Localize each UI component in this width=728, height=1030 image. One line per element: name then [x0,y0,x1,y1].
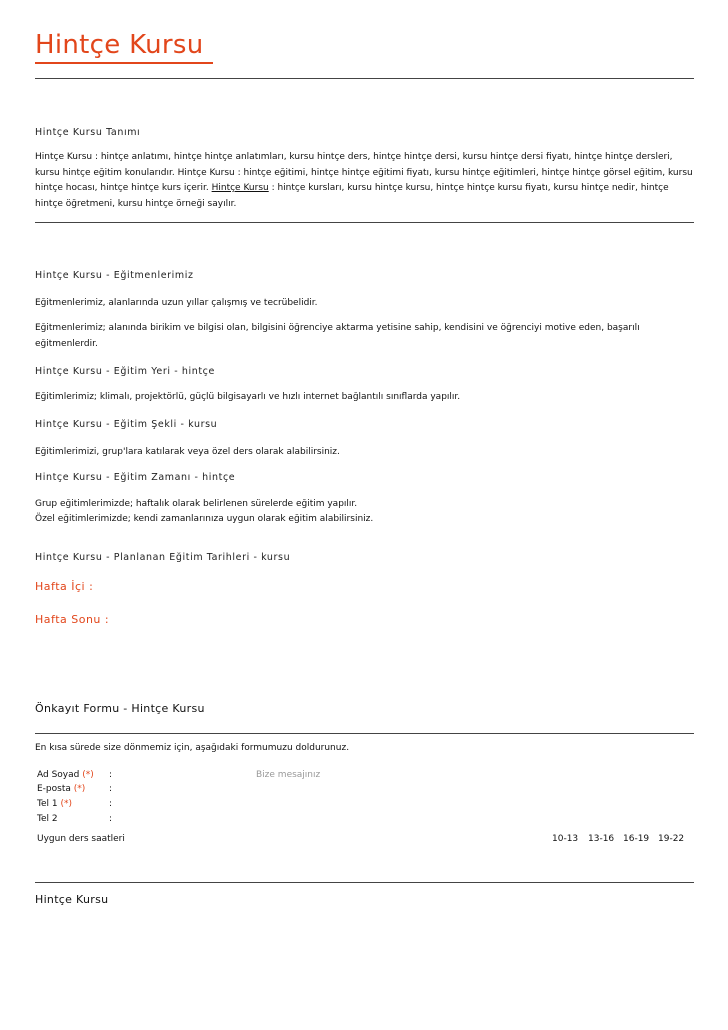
sekil-text: Eğitimlerimizi, grup'lara katılarak veya özel ders olarak alabilirsiniz. [35,447,340,457]
field-label: E-posta [37,784,71,794]
egitmen-heading: Hintçe Kursu - Eğitmenlerimiz [35,270,194,281]
egitmen-text-1: Eğitmenlerimiz, alanlarında uzun yıllar çalışmış ve tecrübelidir. [35,298,318,308]
tanim-paragraph [35,150,694,212]
tanim-text-1: Hintçe Kursu : hintçe anlatımı, hintçe hintçe anlatımları, kursu hintçe ders, hintçe hintçe dersi, kursu hintçe dersi fiyatı, hintçe hintçe dersleri, kursu hintçe eğitim konularıdır. Hintçe Kursu : hintçe eğitimi, hintçe hintçe eğitimi fiyatı, kursu hintçe eğitimleri, hintçe hintçe görsel eğitim, kursu hintçe hocası, hintçe hintçe kurs içerir. [35,152,693,193]
field-label: Tel 2 [37,814,58,824]
hour-option-10-13[interactable]: 10-13 [552,834,579,844]
form-intro: En kısa sürede size dönmemiz için, aşağıdaki formumuzu doldurunuz. [35,743,350,753]
divider [35,882,694,883]
field-label: Tel 1 [37,799,58,809]
hour-option-16-19[interactable]: 16-19 [623,834,650,844]
weekend-label: Hafta Sonu : [35,613,110,626]
sekil-heading: Hintçe Kursu - Eğitim Şekli - kursu [35,419,218,430]
field-colon: : [109,814,113,824]
hour-option-19-22[interactable]: 19-22 [658,834,685,844]
tanim-text-2: : hintçe kursları, kursu hintçe kursu, hintçe hintçe kursu fiyatı, kursu hintçe nedir, hintçe hintçe öğretmeni, kursu hintçe örneği sayılır. [35,183,669,209]
plan-heading: Hintçe Kursu - Planlanan Eğitim Tarihleri - kursu [35,552,291,563]
egitmen-text-2: Eğitmenlerimiz; alanında birikim ve bilgisi olan, bilgisini öğrenciye aktarma yetisine sahip, kendisini ve öğrenciyi motive eden, başarılı eğitmenlerdir. [35,323,640,349]
field-label: Ad Soyad [37,770,80,780]
page-title: Hintçe Kursu [35,30,204,60]
hintce-kursu-link[interactable]: Hintçe Kursu [211,183,269,193]
title-underline [35,62,213,64]
footer-title: Hintçe Kursu [35,893,109,906]
tanim-heading: Hintçe Kursu Tanımı [35,127,141,138]
divider [35,733,694,734]
form-heading: Önkayıt Formu - Hintçe Kursu [35,702,205,715]
field-colon: : [109,770,113,780]
required-mark: (*) [82,770,94,780]
message-textarea[interactable]: Bize mesajınız [256,770,321,780]
hour-option-13-16[interactable]: 13-16 [588,834,615,844]
divider [35,78,694,79]
field-colon: : [109,784,113,794]
field-colon: : [109,799,113,809]
zaman-text-1: Grup eğitimlerimizde; haftalık olarak belirlenen sürelerde eğitim yapılır. [35,499,358,509]
zaman-text-2: Özel eğitimlerimizde; kendi zamanlarınıza uygun olarak eğitim alabilirsiniz. [35,514,374,524]
yer-heading: Hintçe Kursu - Eğitim Yeri - hintçe [35,366,215,377]
yer-text: Eğitimlerimiz; klimalı, projektörlü, güçlü bilgisayarlı ve hızlı internet bağlantılı sınıflarda yapılır. [35,392,461,402]
zaman-heading: Hintçe Kursu - Eğitim Zamanı - hintçe [35,472,236,483]
weekday-label: Hafta İçi : [35,580,94,593]
field-tel1[interactable] [37,799,113,809]
required-mark: (*) [73,784,86,794]
required-mark: (*) [60,799,72,809]
field-ad-soyad[interactable] [37,770,113,780]
hours-label: Uygun ders saatleri [37,834,125,844]
divider [35,222,694,223]
field-tel2[interactable] [37,814,113,824]
field-eposta[interactable] [37,784,113,794]
